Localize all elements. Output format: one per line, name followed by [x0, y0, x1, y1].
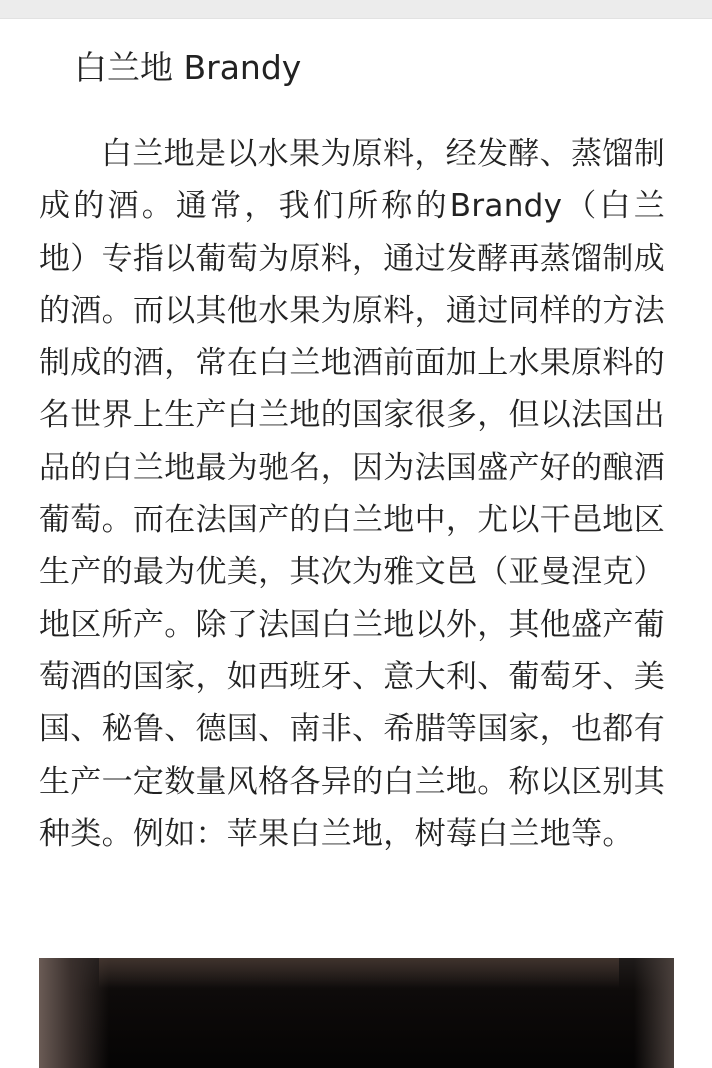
image-edge-top: [99, 958, 619, 988]
image-edge-right: [634, 958, 674, 1068]
article-paragraph: 白兰地是以水果为原料，经发酵、蒸馏制成的酒。通常，我们所称的Brandy（白兰地）专指以葡萄为原料，通过发酵再蒸馏制成的酒。而以其他水果为原料，通过同样的方法制成的酒，常在白兰地酒前面加上水果原料的名世界上生产白兰地的国家很多，但以法国出品的白兰地最为驰名，因为法国盛产好的酿酒葡萄。而在法国产的白兰地中，尤以干邑地区生产的最为优美，其次为雅文邑（亚曼涅克）地区所产。除了法国白兰地以外，其他盛产葡萄酒的国家，如西班牙、意大利、葡萄牙、美国、秘鲁、德国、南非、希腊等国家，也都有生产一定数量风格各异的白兰地。称以区别其种类。例如：苹果白兰地，树莓白兰地等。: [39, 136, 665, 852]
article-heading: 白兰地 Brandy: [74, 48, 302, 87]
article-image: [39, 958, 674, 1068]
top-divider-strip: [0, 0, 712, 19]
